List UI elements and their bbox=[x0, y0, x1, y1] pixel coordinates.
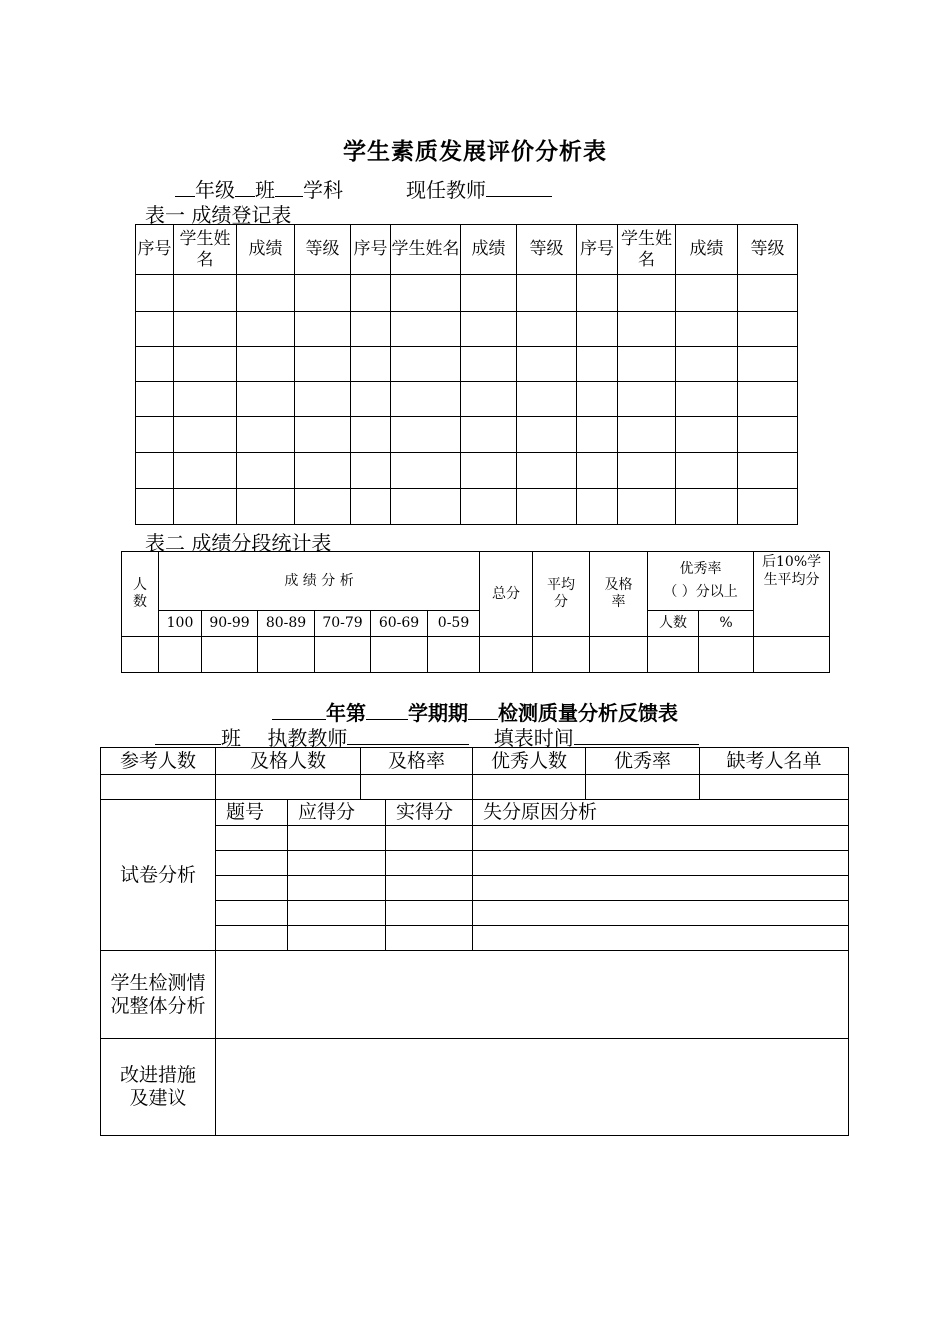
cell[interactable] bbox=[386, 851, 473, 876]
cell[interactable] bbox=[676, 417, 738, 453]
cell[interactable] bbox=[577, 347, 618, 382]
teacher-blank[interactable] bbox=[486, 176, 552, 197]
cell[interactable] bbox=[461, 489, 517, 525]
feedback-teacher-blank[interactable] bbox=[347, 724, 469, 745]
cell[interactable] bbox=[738, 382, 798, 417]
cell[interactable] bbox=[237, 382, 295, 417]
cell[interactable] bbox=[174, 382, 237, 417]
table-row bbox=[136, 347, 798, 382]
cell[interactable] bbox=[295, 382, 351, 417]
header-student-name: 学生姓名 bbox=[174, 225, 237, 275]
cell[interactable] bbox=[618, 347, 676, 382]
paper-analysis-label: 试卷分析 bbox=[101, 800, 216, 951]
cell[interactable] bbox=[386, 901, 473, 926]
cell[interactable] bbox=[428, 637, 480, 673]
cell[interactable] bbox=[461, 312, 517, 347]
overall-analysis-row bbox=[101, 951, 849, 1039]
cell[interactable] bbox=[738, 275, 798, 312]
cell[interactable] bbox=[738, 417, 798, 453]
cell[interactable] bbox=[237, 417, 295, 453]
cell[interactable] bbox=[618, 275, 676, 312]
cell[interactable] bbox=[391, 453, 461, 489]
cell[interactable] bbox=[618, 489, 676, 525]
cell[interactable] bbox=[288, 901, 386, 926]
term-blank[interactable] bbox=[366, 699, 408, 720]
header-absent-list: 缺考人名单 bbox=[700, 748, 849, 775]
cell[interactable] bbox=[386, 926, 473, 951]
cell[interactable] bbox=[136, 312, 174, 347]
cell[interactable] bbox=[351, 275, 391, 312]
subject-label: 学科 bbox=[303, 178, 343, 202]
excellent-count-header: 人数 bbox=[648, 611, 699, 637]
cell[interactable] bbox=[295, 489, 351, 525]
header-full-score: 应得分 bbox=[288, 800, 386, 826]
cell[interactable] bbox=[461, 347, 517, 382]
header-loss-reason: 失分原因分析 bbox=[473, 800, 849, 826]
header-score: 成绩 bbox=[461, 225, 517, 275]
total-header: 总分 bbox=[480, 552, 533, 637]
cell[interactable] bbox=[288, 926, 386, 951]
header-index: 序号 bbox=[136, 225, 174, 275]
cell[interactable] bbox=[136, 453, 174, 489]
exam-blank[interactable] bbox=[468, 699, 498, 720]
table2-header-row bbox=[122, 552, 830, 611]
cell[interactable] bbox=[577, 453, 618, 489]
cell[interactable] bbox=[618, 382, 676, 417]
cell[interactable] bbox=[577, 382, 618, 417]
grade-blank[interactable] bbox=[175, 176, 195, 197]
header-score: 成绩 bbox=[676, 225, 738, 275]
table-row bbox=[136, 312, 798, 347]
range-80-89: 80-89 bbox=[258, 611, 315, 637]
range-70-79: 70-79 bbox=[315, 611, 371, 637]
cell[interactable] bbox=[351, 347, 391, 382]
feedback-year-label: 年第 bbox=[326, 701, 366, 725]
cell[interactable] bbox=[216, 876, 288, 901]
cell[interactable] bbox=[295, 417, 351, 453]
bottom10-header: 后10%学生平均分 bbox=[754, 552, 830, 637]
feedback-title-rest: 检测质量分析反馈表 bbox=[498, 701, 678, 725]
score-register-table bbox=[135, 224, 798, 525]
class-blank[interactable] bbox=[235, 176, 255, 197]
cell[interactable] bbox=[676, 453, 738, 489]
cell[interactable] bbox=[391, 489, 461, 525]
cell[interactable] bbox=[295, 347, 351, 382]
cell[interactable] bbox=[136, 347, 174, 382]
score-analysis-header: 成 绩 分 析 bbox=[159, 552, 480, 611]
cell[interactable] bbox=[288, 851, 386, 876]
cell[interactable] bbox=[517, 453, 577, 489]
table-row bbox=[136, 417, 798, 453]
cell[interactable] bbox=[473, 826, 849, 851]
cell[interactable] bbox=[295, 312, 351, 347]
cell[interactable] bbox=[738, 312, 798, 347]
cell[interactable] bbox=[461, 275, 517, 312]
cell[interactable] bbox=[288, 826, 386, 851]
cell[interactable] bbox=[136, 275, 174, 312]
table2-subheader-row bbox=[122, 611, 830, 637]
cell[interactable] bbox=[174, 275, 237, 312]
table1-body bbox=[136, 275, 798, 525]
table-row bbox=[136, 382, 798, 417]
cell[interactable] bbox=[174, 489, 237, 525]
cell[interactable] bbox=[216, 901, 288, 926]
cell[interactable] bbox=[237, 489, 295, 525]
cell[interactable] bbox=[517, 417, 577, 453]
cell[interactable] bbox=[174, 453, 237, 489]
year-blank[interactable] bbox=[272, 699, 326, 720]
cell[interactable] bbox=[237, 275, 295, 312]
cell[interactable] bbox=[577, 312, 618, 347]
cell[interactable] bbox=[136, 489, 174, 525]
cell[interactable] bbox=[159, 637, 202, 673]
class-label: 班 bbox=[255, 178, 275, 202]
table3-value-row bbox=[101, 775, 849, 800]
people-count-header: 人数 bbox=[122, 552, 159, 637]
excellent-condition-label: （ ）分以上 bbox=[663, 584, 738, 600]
cell[interactable] bbox=[700, 775, 849, 800]
cell[interactable] bbox=[351, 489, 391, 525]
cell[interactable] bbox=[391, 417, 461, 453]
teacher-line bbox=[406, 174, 552, 203]
overall-analysis-cell[interactable] bbox=[216, 951, 849, 1039]
header-question-no: 题号 bbox=[216, 800, 288, 826]
cell[interactable] bbox=[351, 417, 391, 453]
cell[interactable] bbox=[461, 382, 517, 417]
cell[interactable] bbox=[361, 775, 473, 800]
cell[interactable] bbox=[461, 417, 517, 453]
cell[interactable] bbox=[174, 417, 237, 453]
cell[interactable] bbox=[315, 637, 371, 673]
cell[interactable] bbox=[461, 453, 517, 489]
cell[interactable] bbox=[288, 876, 386, 901]
table2-data-row bbox=[122, 637, 830, 673]
cell[interactable] bbox=[577, 417, 618, 453]
score-distribution-table bbox=[121, 551, 830, 673]
feedback-teacher-label: 执教教师 bbox=[267, 726, 348, 750]
cell[interactable] bbox=[351, 453, 391, 489]
improvement-row bbox=[101, 1039, 849, 1136]
cell[interactable] bbox=[517, 489, 577, 525]
cell[interactable] bbox=[738, 347, 798, 382]
header-student-name: 学生姓名 bbox=[391, 225, 461, 275]
cell[interactable] bbox=[577, 275, 618, 312]
cell[interactable] bbox=[586, 775, 700, 800]
table-row bbox=[136, 453, 798, 489]
cell[interactable] bbox=[351, 382, 391, 417]
feedback-time-label: 填表时间 bbox=[493, 726, 574, 750]
header-student-name: 学生姓名 bbox=[618, 225, 676, 275]
header-excellent-count: 优秀人数 bbox=[473, 748, 586, 775]
cell[interactable] bbox=[473, 926, 849, 951]
cell[interactable] bbox=[676, 347, 738, 382]
cell[interactable] bbox=[517, 275, 577, 312]
cell[interactable] bbox=[391, 347, 461, 382]
cell[interactable] bbox=[738, 489, 798, 525]
cell[interactable] bbox=[202, 637, 258, 673]
cell[interactable] bbox=[258, 637, 315, 673]
cell[interactable] bbox=[590, 637, 648, 673]
subject-blank[interactable] bbox=[275, 176, 303, 197]
cell[interactable] bbox=[216, 826, 288, 851]
cell[interactable] bbox=[618, 453, 676, 489]
cell[interactable] bbox=[699, 637, 754, 673]
cell[interactable] bbox=[237, 312, 295, 347]
quality-feedback-table bbox=[100, 747, 849, 1136]
table1-header-row bbox=[136, 225, 798, 275]
cell[interactable] bbox=[391, 382, 461, 417]
feedback-class-label: 班 bbox=[221, 726, 241, 750]
header-score: 成绩 bbox=[237, 225, 295, 275]
overall-analysis-label: 学生检测情况整体分析 bbox=[101, 951, 216, 1039]
header-grade: 等级 bbox=[517, 225, 577, 275]
average-header: 平均分 bbox=[533, 552, 590, 637]
cell[interactable] bbox=[473, 851, 849, 876]
page-title: 学生素质发展评价分析表 bbox=[343, 139, 607, 165]
cell[interactable] bbox=[754, 637, 830, 673]
cell[interactable] bbox=[386, 826, 473, 851]
excellent-header bbox=[648, 552, 754, 611]
table1-caption: 表一 成绩登记表 bbox=[145, 203, 292, 227]
header-pass-count: 及格人数 bbox=[216, 748, 361, 775]
feedback-time-blank[interactable] bbox=[574, 724, 699, 745]
header-actual-score: 实得分 bbox=[386, 800, 473, 826]
header-participants: 参考人数 bbox=[101, 748, 216, 775]
header-pass-rate: 及格率 bbox=[361, 748, 473, 775]
header-grade: 等级 bbox=[295, 225, 351, 275]
cell[interactable] bbox=[136, 417, 174, 453]
feedback-term-label: 学期期 bbox=[408, 701, 468, 725]
cell[interactable] bbox=[517, 382, 577, 417]
percent-header: % bbox=[699, 611, 754, 637]
cell[interactable] bbox=[517, 347, 577, 382]
header-index: 序号 bbox=[351, 225, 391, 275]
cell[interactable] bbox=[517, 312, 577, 347]
table2-caption: 表二 成绩分段统计表 bbox=[145, 531, 332, 555]
excellent-rate-label: 优秀率 bbox=[679, 561, 722, 578]
header-grade: 等级 bbox=[738, 225, 798, 275]
cell[interactable] bbox=[618, 417, 676, 453]
header-excellent-rate: 优秀率 bbox=[586, 748, 700, 775]
range-100: 100 bbox=[159, 611, 202, 637]
table-row bbox=[136, 275, 798, 312]
feedback-class-blank[interactable] bbox=[155, 724, 221, 745]
cell[interactable] bbox=[237, 453, 295, 489]
cell[interactable] bbox=[174, 312, 237, 347]
cell[interactable] bbox=[237, 347, 295, 382]
cell[interactable] bbox=[473, 876, 849, 901]
improvement-cell[interactable] bbox=[216, 1039, 849, 1136]
improvement-label: 改进措施及建议 bbox=[101, 1039, 216, 1136]
cell[interactable] bbox=[391, 275, 461, 312]
cell[interactable] bbox=[122, 637, 159, 673]
cell[interactable] bbox=[676, 275, 738, 312]
cell[interactable] bbox=[577, 489, 618, 525]
header-index: 序号 bbox=[577, 225, 618, 275]
range-60-69: 60-69 bbox=[371, 611, 428, 637]
cell[interactable] bbox=[386, 876, 473, 901]
cell[interactable] bbox=[216, 775, 361, 800]
cell[interactable] bbox=[618, 312, 676, 347]
range-90-99: 90-99 bbox=[202, 611, 258, 637]
paper-analysis-header-row bbox=[101, 800, 849, 826]
pass-rate-header: 及格率 bbox=[590, 552, 648, 637]
cell[interactable] bbox=[295, 453, 351, 489]
table-row bbox=[136, 489, 798, 525]
cell[interactable] bbox=[473, 901, 849, 926]
cell[interactable] bbox=[738, 453, 798, 489]
grade-label: 年级 bbox=[195, 178, 235, 202]
cell[interactable] bbox=[216, 926, 288, 951]
cell[interactable] bbox=[676, 489, 738, 525]
cell[interactable] bbox=[101, 775, 216, 800]
cell[interactable] bbox=[351, 312, 391, 347]
cell[interactable] bbox=[216, 851, 288, 876]
cell[interactable] bbox=[473, 775, 586, 800]
teacher-label: 现任教师 bbox=[406, 178, 486, 202]
cell[interactable] bbox=[533, 637, 590, 673]
cell[interactable] bbox=[676, 312, 738, 347]
cell[interactable] bbox=[480, 637, 533, 673]
cell[interactable] bbox=[136, 382, 174, 417]
table3-header-row bbox=[101, 748, 849, 775]
cell[interactable] bbox=[391, 312, 461, 347]
cell[interactable] bbox=[676, 382, 738, 417]
cell[interactable] bbox=[174, 347, 237, 382]
range-0-59: 0-59 bbox=[428, 611, 480, 637]
cell[interactable] bbox=[648, 637, 699, 673]
cell[interactable] bbox=[371, 637, 428, 673]
cell[interactable] bbox=[295, 275, 351, 312]
